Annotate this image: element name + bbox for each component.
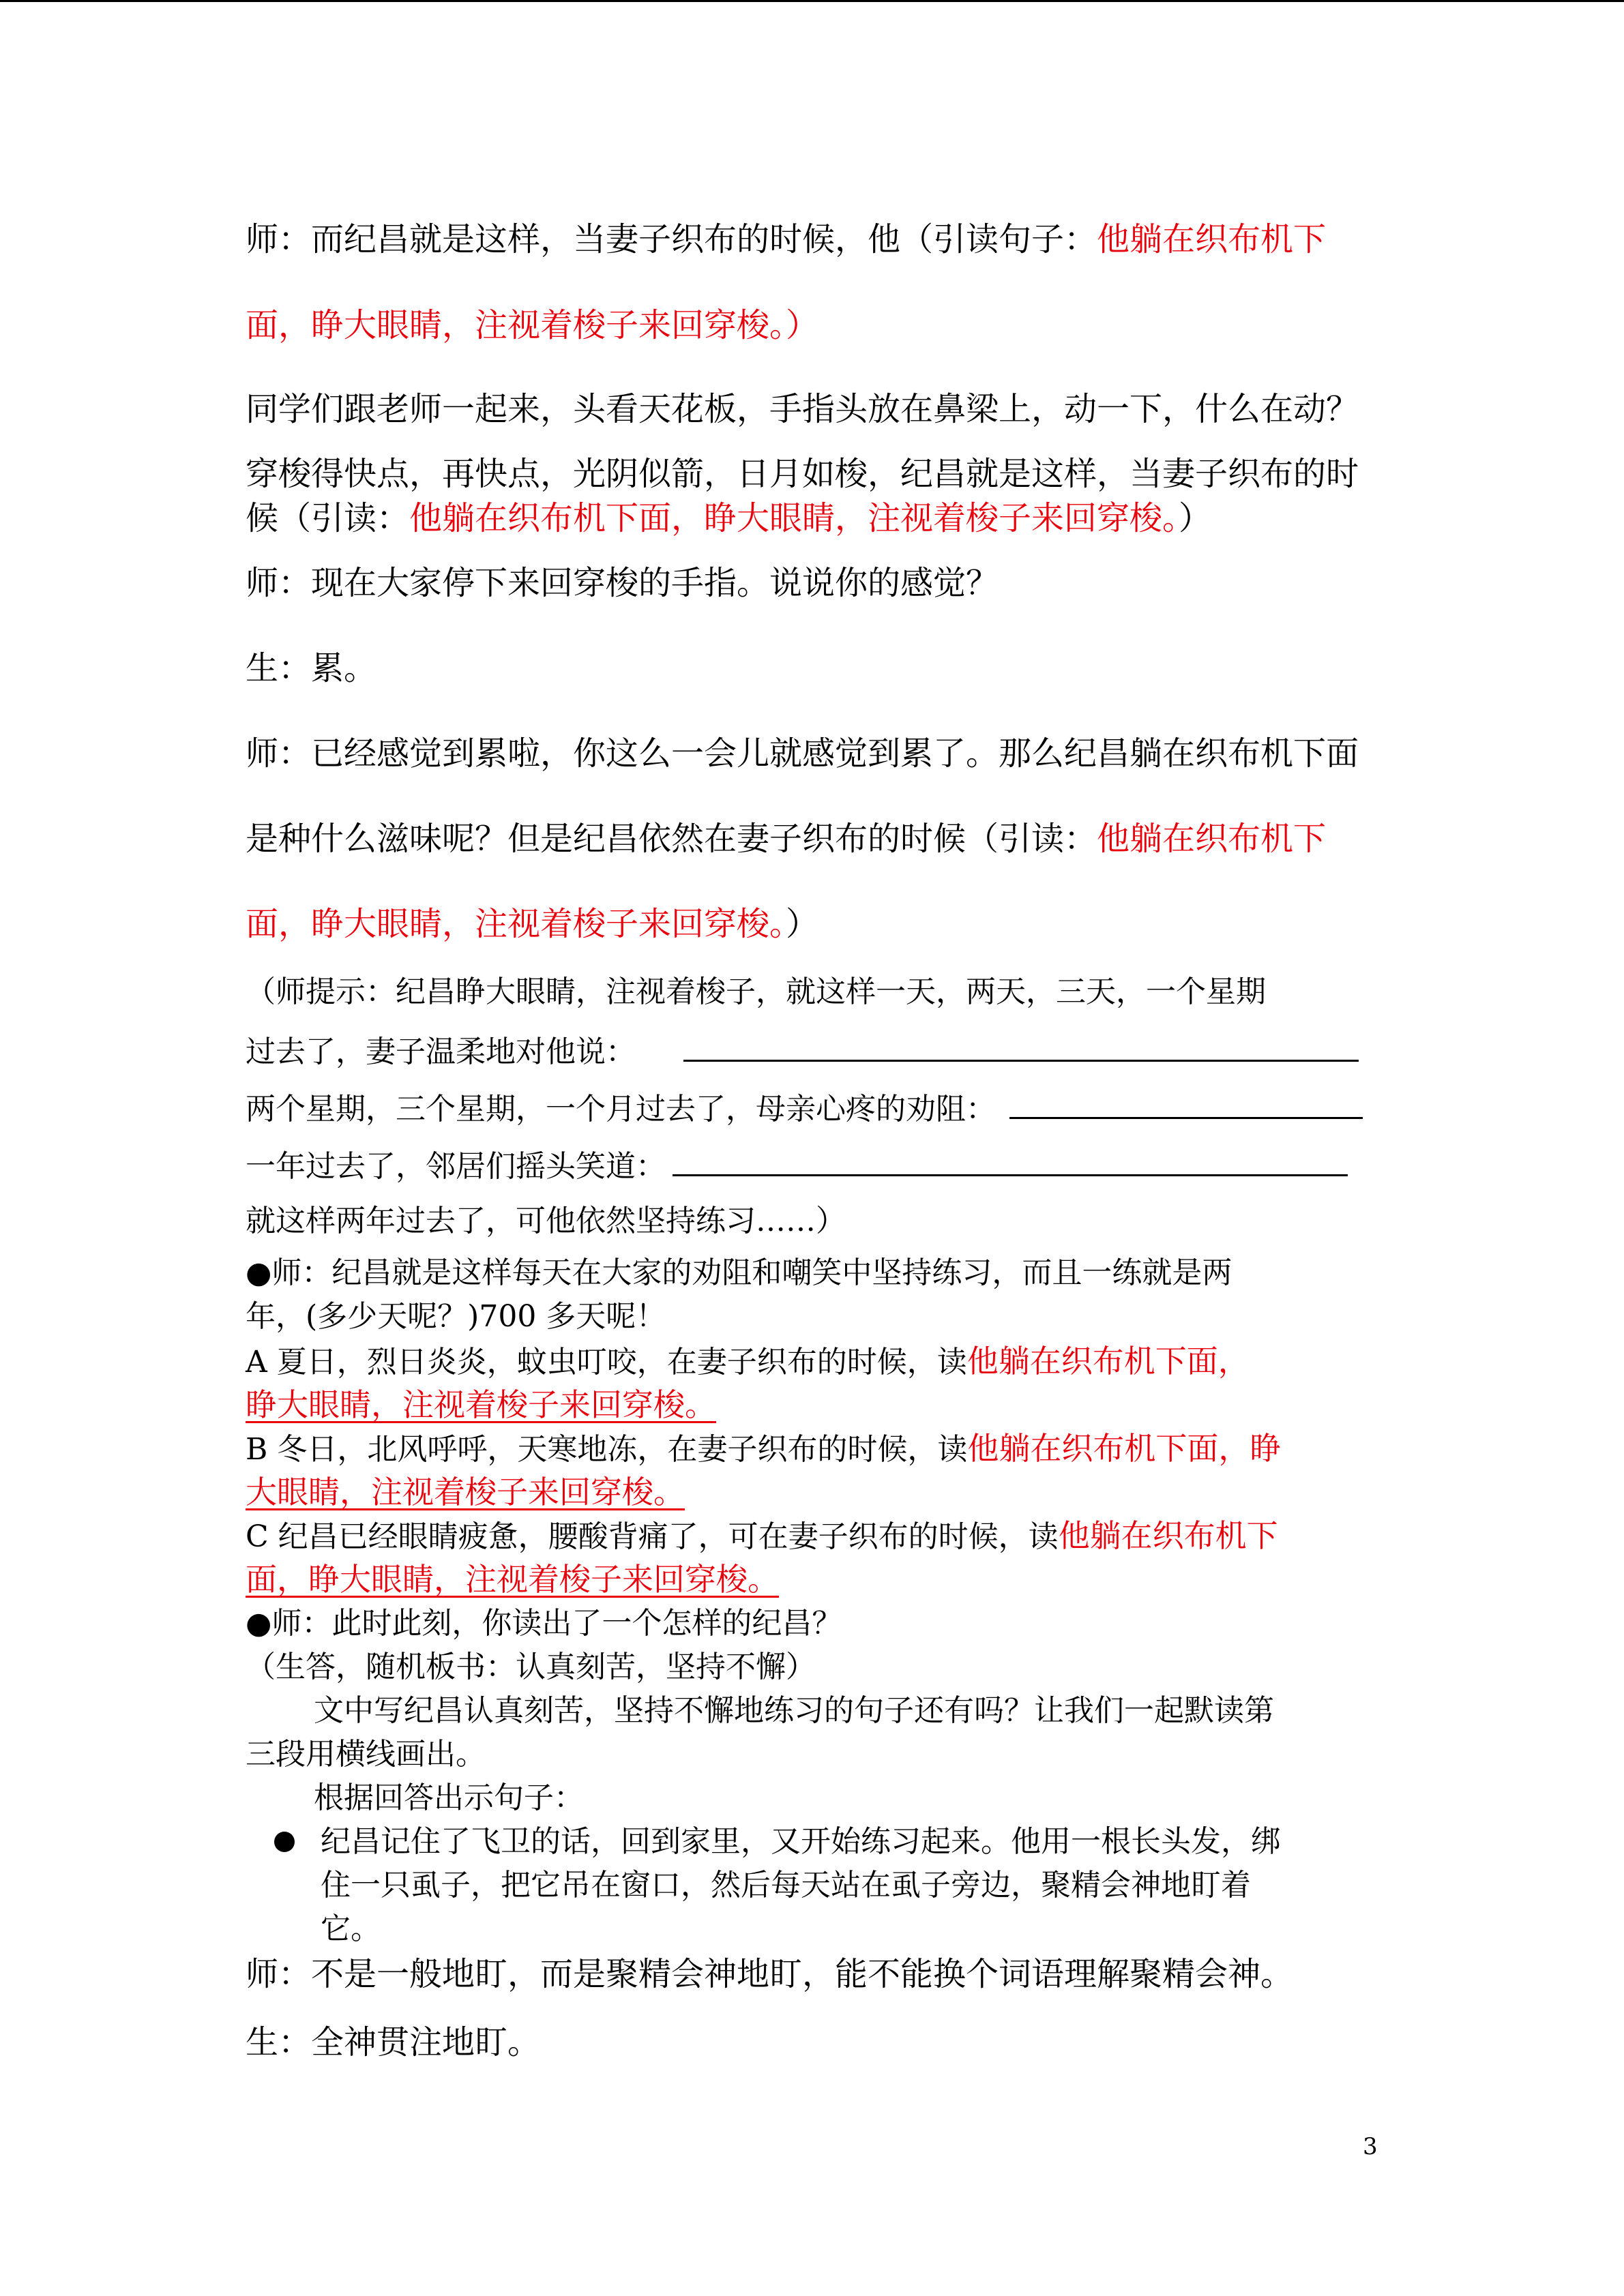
paragraph-line-2: 三段用横线画出。 [246, 1737, 486, 1772]
teacher-line-3: 师：已经感觉到累啦，你这么一会儿就感觉到累了。那么纪昌躺在织布机下面 [246, 734, 1359, 773]
student-line-1: 生：累。 [246, 649, 377, 687]
text: 两个星期，三个星期，一个月过去了，母亲心疼的劝阻： [246, 1092, 996, 1127]
hint-line-4 [246, 1147, 1348, 1184]
option-a-line-1 [246, 1343, 1250, 1380]
option-c-line-2: 面，睁大眼睛，注视着梭子来回穿梭。 [246, 1561, 779, 1598]
quote-text: 他躺在织布机下面，睁 [967, 1430, 1282, 1467]
instruction-line-3 [246, 500, 1211, 537]
teacher-line-2: 师：现在大家停下来回穿梭的手指。说说你的感觉？ [246, 564, 999, 602]
teacher-line-5: 师：不是一般地盯，而是聚精会神地盯，能不能换个词语理解聚精会神。 [246, 1955, 1294, 1993]
text: 过去了，妻子温柔地对他说： [246, 1034, 636, 1069]
quoted-sentence-line-3: 它。 [321, 1911, 381, 1946]
option-a-line-2: 睁大眼睛，注视着梭子来回穿梭。 [246, 1386, 716, 1423]
answer-blank-1[interactable] [683, 1032, 1359, 1062]
text: ） [1179, 499, 1212, 537]
instruction-line-1: 同学们跟老师一起来，头看天花板，手指头放在鼻梁上，动一下，什么在动？ [246, 390, 1359, 428]
quote-text: 他躺在织布机下 [1097, 820, 1327, 858]
top-border [0, 0, 1624, 2]
hint-line-2 [246, 1032, 1359, 1070]
teacher-bullet-line-2: 年，(多少天呢？)700 多天呢！ [246, 1299, 666, 1334]
text: C 纪昌已经眼睛疲惫，腰酸背痛了，可在妻子织布的时候，读 [246, 1519, 1059, 1554]
student-line-2: 生：全神贯注地盯。 [246, 2023, 541, 2061]
hint-line-5: 就这样两年过去了，可他依然坚持练习……） [246, 1204, 846, 1238]
bullet-icon [274, 1832, 295, 1852]
quote-text: 他躺在织布机下面，睁大眼睛，注视着梭子来回穿梭。 [409, 499, 1179, 537]
hint-line-1: （师提示：纪昌睁大眼睛，注视着梭子，就这样一天，两天，三天，一个星期 [246, 974, 1266, 1009]
text: B 冬日，北风呼呼，天寒地冻，在妻子织布的时候，读 [246, 1432, 968, 1467]
quote-text: 面，睁大眼睛，注视着梭子来回穿梭。 [246, 905, 786, 943]
instruction-line-2: 穿梭得快点，再快点，光阴似箭，日月如梭，纪昌就是这样，当妻子织布的时 [246, 455, 1359, 493]
teacher-line-4 [246, 820, 1326, 858]
option-b-line-2: 大眼睛，注视着梭子来回穿梭。 [246, 1474, 685, 1510]
quoted-sentence-line-2: 住一只虱子，把它吊在窗口，然后每天站在虱子旁边，聚精会神地盯着 [321, 1868, 1251, 1903]
paragraph-line-3: 根据回答出示句子： [314, 1780, 584, 1815]
quote-text: 他躺在织布机下 [1097, 220, 1327, 258]
hint-line-3 [246, 1090, 1363, 1127]
option-b-line-1 [246, 1431, 1281, 1467]
paragraph-line-1: 文中写纪昌认真刻苦，坚持不懈地练习的句子还有吗？让我们一起默读第 [314, 1693, 1274, 1728]
text: 师：而纪昌就是这样，当妻子织布的时候，他（引读句子： [246, 220, 1097, 258]
answer-blank-3[interactable] [673, 1147, 1348, 1176]
text: ） [786, 905, 819, 943]
teacher-bullet-line-1: ●师：纪昌就是这样每天在大家的劝阻和嘲笑中坚持练习，而且一练就是两 [246, 1255, 1232, 1290]
text: 一年过去了，邻居们摇头笑道： [246, 1149, 666, 1184]
quoted-sentence-line-1: 纪昌记住了飞卫的话，回到家里，又开始练习起来。他用一根长头发，绑 [321, 1824, 1281, 1859]
teacher-bullet-line-3: ●师：此时此刻，你读出了一个怎样的纪昌？ [246, 1606, 842, 1641]
option-c-line-1 [246, 1518, 1278, 1555]
text: 是种什么滋味呢？但是纪昌依然在妻子织布的时候（引读： [246, 820, 1097, 858]
teacher-line-1 [246, 221, 1326, 258]
student-answer-line: （生答，随机板书：认真刻苦，坚持不懈） [246, 1650, 816, 1684]
answer-blank-2[interactable] [1009, 1090, 1363, 1119]
text: 候（引读： [246, 499, 410, 537]
quote-text: 他躺在织布机下面， [966, 1343, 1250, 1380]
text: A 夏日，烈日炎炎，蚊虫叮咬，在妻子织布的时候，读 [246, 1345, 967, 1380]
page-number: 3 [1363, 2133, 1378, 2160]
quote-line-1: 面，睁大眼睛，注视着梭子来回穿梭。） [246, 306, 819, 344]
quote-text: 他躺在织布机下 [1058, 1517, 1278, 1554]
quote-line-2 [246, 906, 818, 943]
